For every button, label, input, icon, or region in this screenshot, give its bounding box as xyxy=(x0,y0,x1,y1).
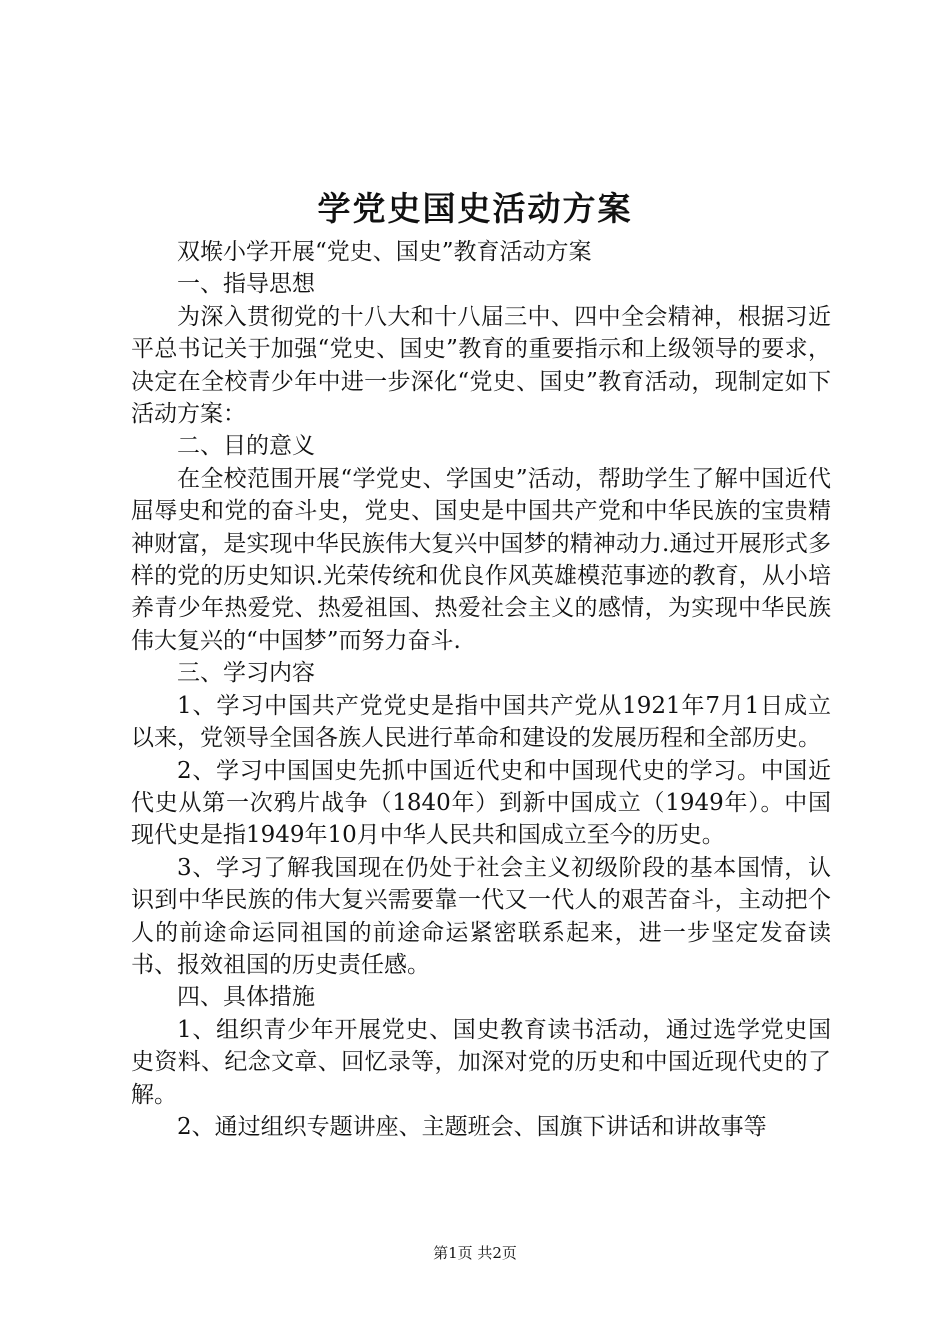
document-subtitle: 双堠小学开展“党史、国史”教育活动方案 xyxy=(177,239,592,265)
page-number-footer: 第1页 共2页 xyxy=(433,1244,517,1262)
paragraph-guiding-ideology: 为深入贯彻党的十八大和十八届三中、四中全会精神，根据习近平总书记关于加强“党史、国史”教育的重要指示和上级领导的要求，决定在全校青少年中进一步深化“党史、国史”教育活动，现制定如下活动方案： xyxy=(131,303,831,428)
paragraph-measures-2: 2、通过组织专题讲座、主题班会、国旗下讲话和讲故事等 xyxy=(177,1113,767,1140)
paragraph-content-2: 2、学习中国国史先抓中国近代史和中国现代史的学习。中国近代史从第一次鸦片战争（1840年）到新中国成立（1949年）。中国现代史是指1949年10月中华人民共和国成立至今的历史。 xyxy=(131,757,831,849)
section-heading-content: 三、学习内容 xyxy=(177,660,315,687)
paragraph-content-3: 3、学习了解我国现在仍处于社会主义初级阶段的基本国情，认识到中华民族的伟大复兴需要靠一代又一代人的艰苦奋斗，主动把个人的前途命运同祖国的前途命运紧密联系起来，进一步坚定发奋读书、报效祖国的历史责任感。 xyxy=(131,854,831,978)
paragraph-purpose: 在全校范围开展“学党史、学国史”活动，帮助学生了解中国近代屈辱史和党的奋斗史，党史、国史是中国共产党和中华民族的宝贵精神财富，是实现中华民族伟大复兴中国梦的精神动力.通过开展形式多样的党的历史知识.光荣传统和优良作风英雄模范事迹的教育，从小培养青少年热爱党、热爱祖国、热爱社会主义的感情，为实现中华民族伟大复兴的“中国梦”而努力奋斗. xyxy=(131,465,831,654)
paragraph-measures-1: 1、组织青少年开展党史、国史教育读书活动，通过选学党史国史资料、纪念文章、回忆录等，加深对党的历史和中国近现代史的了解。 xyxy=(131,1016,831,1108)
document-body xyxy=(131,236,831,1143)
paragraph-content-1: 1、学习中国共产党党史是指中国共产党从1921年7月1日成立以来，党领导全国各族人民进行革命和建设的发展历程和全部历史。 xyxy=(131,692,831,752)
section-heading-guiding-ideology: 一、指导思想 xyxy=(177,271,315,298)
document-title: 学党史国史活动方案 xyxy=(317,189,633,228)
section-heading-purpose: 二、目的意义 xyxy=(177,433,315,460)
section-heading-measures: 四、具体措施 xyxy=(177,984,315,1011)
